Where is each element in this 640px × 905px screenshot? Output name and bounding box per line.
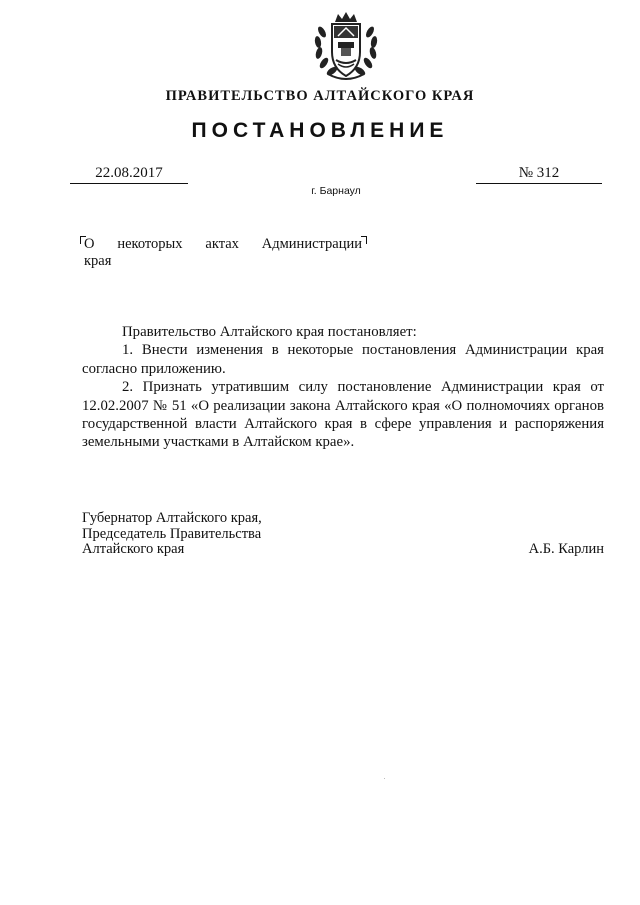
document-number: № 312 — [476, 165, 602, 184]
altai-krai-coat-of-arms-icon — [308, 8, 384, 84]
signatory-position-line-2: Председатель Правительства — [82, 525, 262, 542]
document-city: г. Барнаул — [311, 185, 361, 197]
signatory-position-line-3: Алтайского края — [82, 541, 185, 558]
coat-of-arms-emblem — [308, 8, 384, 84]
document-subject — [84, 236, 370, 270]
scan-speck — [384, 778, 385, 779]
signatory-position — [82, 511, 342, 558]
body-item-1: 1. Внести изменения в некоторые постановления Администрации края согласно приложению. — [82, 342, 604, 377]
organization-title: ПРАВИТЕЛЬСТВО АЛТАЙСКОГО КРАЯ — [165, 88, 475, 104]
document-type-title: ПОСТАНОВЛЕНИЕ — [191, 119, 449, 142]
subject-line-2: края — [84, 253, 112, 269]
document-body — [82, 323, 604, 452]
document-date: 22.08.2017 — [70, 165, 188, 184]
signatory-position-line-1: Губернатор Алтайского края, — [82, 510, 262, 526]
signatory-name: А.Б. Карлин — [528, 541, 604, 557]
body-intro: Правительство Алтайского края постановляет: — [122, 324, 417, 340]
subject-line-1: О некоторых актах Администрации — [84, 236, 362, 252]
body-item-2: 2. Признать утратившим силу постановление Администрации края от 12.02.2007 № 51 «О реализации закона Алтайского края «О полномочиях органов государственной власти Алтайского края в сфере управления и распоряжения земельными участками в Алтайском крае». — [82, 379, 604, 451]
